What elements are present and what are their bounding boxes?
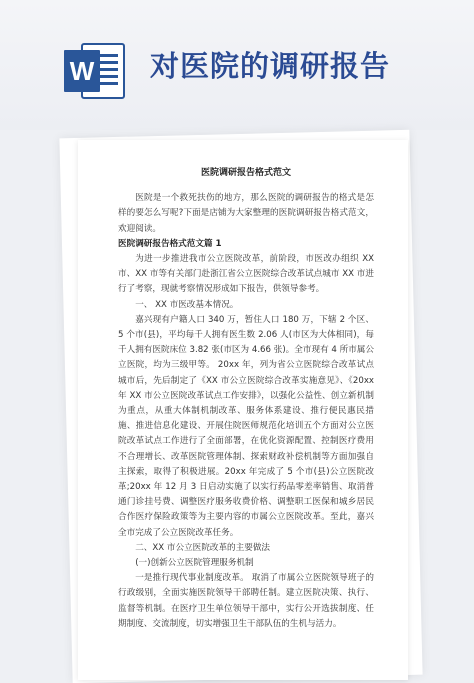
paragraph: 医院是一个救死扶伤的地方，那么医院的调研报告的格式是怎样的要怎么写呢?下面是店铺为大家整理的医院调研报告格式范文，欢迎阅读。	[118, 193, 374, 234]
paragraph: 二、XX 市公立医院改革的主要做法	[135, 542, 271, 553]
paragraph: 嘉兴现有户籍人口 340 万，暂住人口 180 万，下辖 2 个区、 5 个市(县)，平均每千人拥有医生数 2.06 人(市区为大体相同)，每千人拥有医院床位 3.82 张(市区为 4.66 张)。全市现有 4 所市属公立医院，均为三级甲等。 20xx 年，列为省公立医院综合改革试点城市后，先后制定了《XX 市公立医院综合改革实施意见》、《20xx 年 XX 市公立医院改革试点工作安排》，以强化公益性、创立新机制为重点，从重大体制机制改革、服务体系建设、推行便民惠民措施、推进信息化建设、开展住院医师规范化培训五个方面对公立医院改革试点工作进行了全面部署，在优化资源配置、控制医疗费用不合理增长、改革医院管理体制、探索财政补偿机制等方面加强自主探索，取得了积极进展。20xx 年完成了 5 个市(县)公立医院改革;20xx 年 12 月 3 日启动实施了以实行药品零差率销售、取消普通门诊挂号费、调整医疗服务收费价格、调整职工医保和城乡居民合作医疗保险政策等为主要内容的市属公立医院改革。至此，嘉兴全市完成了公立医院改革任务。	[118, 314, 374, 538]
paragraph: (一)创新公立医院管理服务机制	[135, 558, 254, 569]
paragraph-list	[118, 191, 374, 632]
document-title: 医院调研报告格式范文	[200, 168, 291, 178]
banner-title: 对医院的调研报告	[150, 49, 391, 83]
word-logo-letter: W	[69, 56, 95, 86]
word-document-icon	[62, 40, 128, 102]
paragraph: 一、 XX 市医改基本情况。	[135, 299, 239, 310]
document-body	[118, 166, 374, 632]
document-banner	[0, 0, 474, 130]
paragraph: 为进一步推进我市公立医院改革，前阶段，市医改办组织 XX 市、XX 市等有关部门赴浙江省公立医院综合改革试点城市 XX 市进行了考察，现就考察情况形成如下报告，供领导参考。	[118, 254, 374, 295]
document-page	[78, 140, 408, 680]
section-heading: 医院调研报告格式范文篇 1	[118, 238, 222, 249]
paragraph: 一是推行现代事业制度改革。 取消了市属公立医院领导班子的行政级别，全面实施医院领导干部聘任制。建立医院决策、执行、监督等机制。在医疗卫生单位领导干部中，实行公开选拔制度、任期制度、交流制度，切实增强卫生干部队伍的生机与活力。	[118, 573, 374, 629]
